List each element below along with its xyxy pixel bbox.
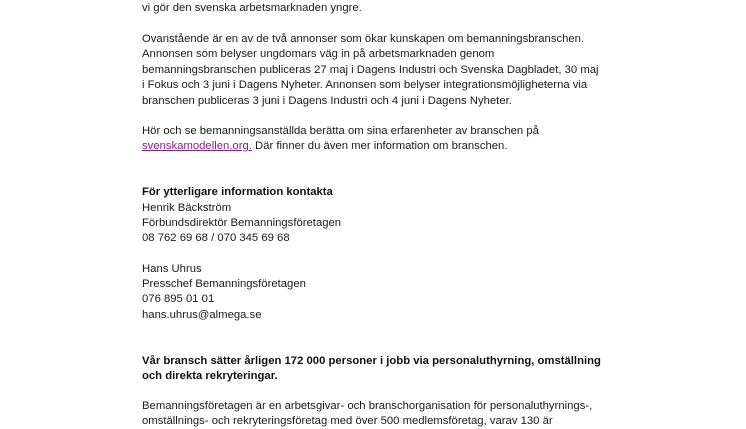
- ads-paragraph-line-3: bemanningsbranschen publiceras 27 maj i Dagens Industri och Svenska Dagbladet, 30 maj: [142, 64, 599, 76]
- contact-2-title: Presschef Bemanningsföretagen: [142, 278, 306, 290]
- ads-paragraph-line-4: i Fokus och 3 juni i Dagens Nyheter. Annonsen som belyser integrationsmöjligheterna via: [142, 79, 588, 91]
- ads-paragraph-line-2: Annonsen som belyser ungdomars väg in på arbetsmarknaden genom: [142, 48, 495, 60]
- ads-paragraph-line-5: branschen publiceras 3 juni i Dagens Industri och 4 juni i Dagens Nyheter.: [142, 95, 512, 107]
- contact-1-title: Förbundsdirektör Bemanningsföretagen: [142, 217, 342, 229]
- contact-heading: För ytterligare information kontakta: [142, 186, 333, 198]
- summary-line-1: Vår bransch sätter årligen 172 000 personer i jobb via personaluthyrning, omställning: [142, 355, 601, 367]
- link-paragraph-line-2: [142, 139, 507, 154]
- about-line-1: Bemanningsföretagen är en arbetsgivar- och branschorganisation för personaluthyrnings-,: [142, 400, 593, 412]
- contact-2-phone: 076 895 01 01: [142, 293, 215, 305]
- ads-paragraph-line-1: Ovanstående är en av de två annonser som ökar kunskapen om bemanningsbranschen.: [142, 33, 585, 45]
- svenskamodellen-link[interactable]: svenskamodellen.org.: [142, 140, 252, 152]
- contact-2-email: hans.uhrus@almega.se: [142, 309, 262, 321]
- about-line-2: omställnings- och rekryteringsföretag med över 500 medlemsföretag, varav 130 är: [142, 415, 553, 427]
- link-paragraph-line-1: Hör och se bemanningsanställda berätta om sina erfarenheter av branschen på: [142, 125, 539, 137]
- contact-2-name: Hans Uhrus: [142, 263, 202, 275]
- contact-1-name: Henrik Bäckström: [142, 202, 232, 214]
- link-paragraph-rest: Där finner du även mer information om branschen.: [251, 140, 508, 152]
- summary-line-2: och direkta rekryteringar.: [142, 370, 278, 382]
- contact-1-phone: 08 762 69 68 / 070 345 69 68: [142, 232, 290, 244]
- intro-line: vi gör den svenska arbetsmarknaden yngre.: [142, 2, 362, 14]
